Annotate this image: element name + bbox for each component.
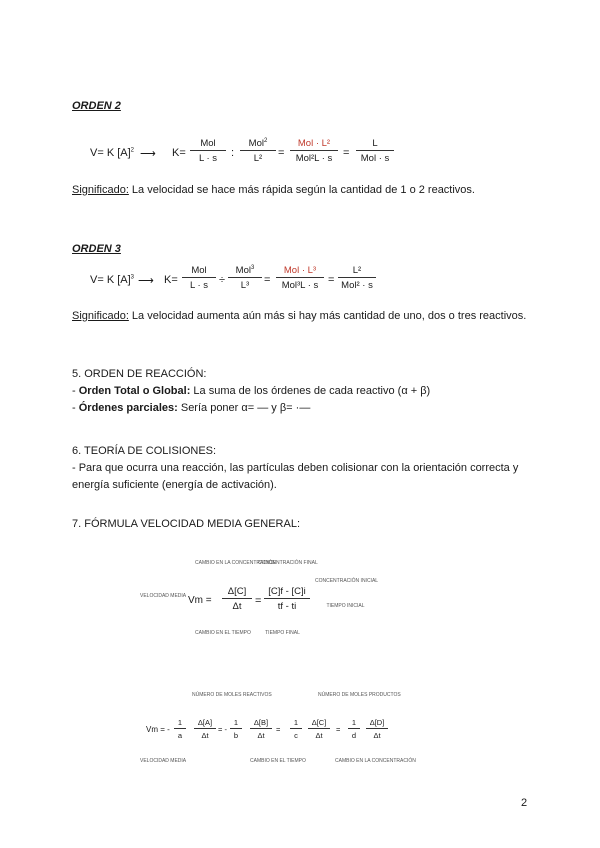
section5-item-ordenes-parciales: - Órdenes parciales: Sería poner α= — y β= ·— <box>72 402 311 414</box>
orden3-significado: Significado: La velocidad aumenta aún más si hay más cantidad de uno, dos o tres reactivos. <box>72 310 527 322</box>
orden2-significado: Significado: La velocidad se hace más rápida según la cantidad de 1 o 2 reactivos. <box>72 184 475 196</box>
page-number: 2 <box>521 797 528 809</box>
orden2-equals-2: = <box>343 147 350 159</box>
section6-text: - Para que ocurra una reacción, las partículas deben colisionar con la orientación correcta y energía suficiente (energía de activación). <box>72 462 519 491</box>
label-cambio-tiempo: CAMBIO EN EL TIEMPO <box>195 630 251 636</box>
delta-c-over-delta-t: $\frac{\Delta[C]}{\Delta t}$ <box>222 586 252 612</box>
velocidad-media-formula <box>140 558 460 653</box>
formula2-equals-2: = <box>336 725 341 734</box>
label-concentracion-inicial: CONCENTRACIÓN INICIAL <box>315 578 379 584</box>
orden3-k-label: K= <box>164 274 178 286</box>
orden3-heading: ORDEN 3 <box>72 243 121 255</box>
orden2-k-label: K= <box>172 147 186 159</box>
label-tiempo-inicial: TIEMPO INICIAL <box>326 603 365 609</box>
section6 <box>72 443 534 494</box>
vm-label-2: Vm = - <box>146 725 170 734</box>
orden3-fraction-1: Mol L · s <box>182 265 216 291</box>
vm-label: Vm = <box>188 595 212 606</box>
label-moles-reactivos: NÚMERO DE MOLES REACTIVOS <box>192 692 272 698</box>
orden3-divide-sign: ÷ <box>219 274 226 286</box>
formula2-equals-1: = <box>276 725 281 734</box>
orden3-equals-1: = <box>264 274 271 286</box>
orden2-fraction-2: Mol$^2$ L² <box>240 138 276 164</box>
one-over-d: $\frac{1}{d}$ <box>348 718 360 740</box>
label-velocidad-media-2: VELOCIDAD MEDIA <box>140 758 187 764</box>
section5-title: 5. ORDEN DE REACCIÓN: <box>72 368 207 380</box>
formula1-equals: = <box>255 595 262 607</box>
arrow-icon: ⟶ <box>138 275 154 287</box>
label-cambio-concentracion-2: CAMBIO EN LA CONCENTRACIÓN <box>335 758 416 764</box>
label-tiempo-final: TIEMPO FINAL <box>265 630 300 636</box>
delta-a-over-delta-t: $\frac{\Delta[A]}{\Delta t}$ <box>194 718 216 740</box>
orden3-fraction-4: L² Mol² · s <box>338 265 376 291</box>
label-moles-productos: NÚMERO DE MOLES PRODUCTOS <box>318 692 401 698</box>
orden3-equals-2: = <box>328 274 335 286</box>
one-over-b: $\frac{1}{b}$ <box>230 718 242 740</box>
orden3-rate-equation: V= K $[A]^3$ <box>90 274 135 286</box>
orden2-rate-equation: V= K $[A]^2$ <box>90 147 135 159</box>
section5 <box>72 366 532 417</box>
orden2-fraction-3: Mol · L² Mol²L · s <box>290 138 338 164</box>
delta-d-over-delta-t: $\frac{\Delta[D]}{\Delta t}$ <box>366 718 388 740</box>
orden2-divide-sign: : <box>231 147 235 159</box>
one-over-a: $\frac{1}{a}$ <box>174 718 186 740</box>
velocidad-media-stoichiometric-formula <box>140 692 460 772</box>
orden3-fraction-3: Mol · L³ Mol³L · s <box>276 265 324 291</box>
cf-ci-over-tf-ti: $\frac{[C]f - [C]i}{tf - ti}$ <box>264 586 310 612</box>
section5-item-orden-total: - Orden Total o Global: La suma de los órdenes de cada reactivo (α + β) <box>72 385 431 397</box>
section6-title: 6. TEORÍA DE COLISIONES: <box>72 445 217 457</box>
label-cambio-concentracion: CAMBIO EN LA CONCENTRACIÓN <box>195 560 276 566</box>
orden2-fraction-4: L Mol · s <box>356 138 394 164</box>
label-cambio-tiempo-2: CAMBIO EN EL TIEMPO <box>250 758 306 764</box>
orden3-fraction-2: Mol$^3$ L³ <box>228 265 262 291</box>
delta-b-over-delta-t: $\frac{\Delta[B]}{\Delta t}$ <box>250 718 272 740</box>
label-velocidad-media: VELOCIDAD MEDIA <box>140 593 187 599</box>
arrow-icon: ⟶ <box>140 148 156 160</box>
label-concentracion-final: CONCENTRACIÓN FINAL <box>258 560 318 566</box>
orden2-equals-1: = <box>278 147 285 159</box>
formula2-minus: = - <box>218 725 227 734</box>
section7-title: 7. FÓRMULA VELOCIDAD MEDIA GENERAL: <box>72 518 301 530</box>
delta-c-over-delta-t-2: $\frac{\Delta[C]}{\Delta t}$ <box>308 718 330 740</box>
orden2-fraction-1: Mol L · s <box>190 138 226 164</box>
orden2-heading: ORDEN 2 <box>72 100 121 112</box>
one-over-c: $\frac{1}{c}$ <box>290 718 302 740</box>
